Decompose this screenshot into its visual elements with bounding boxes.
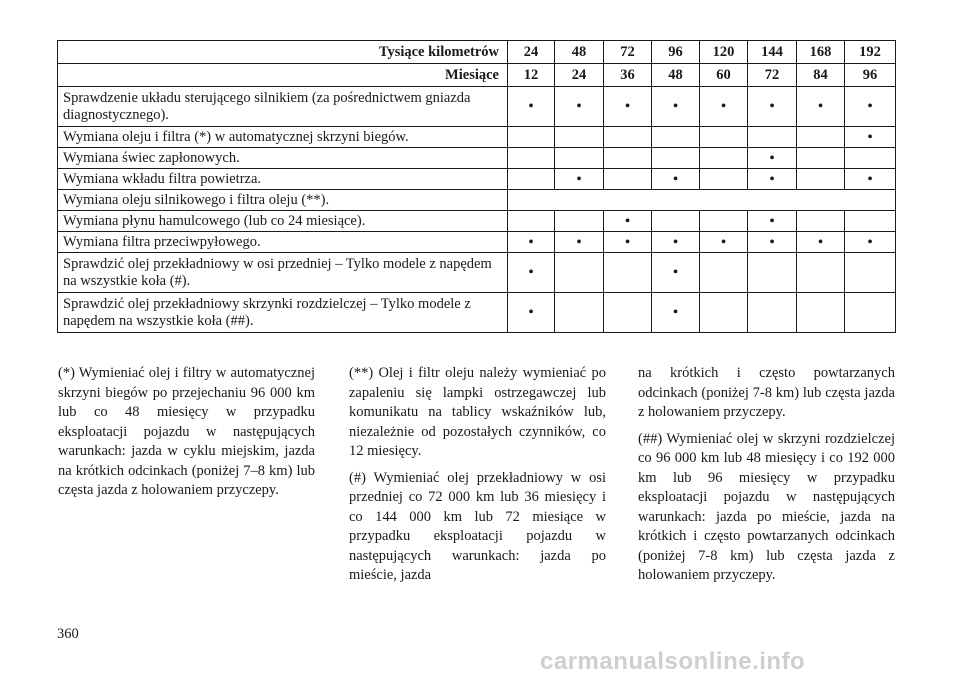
note-automatic-transmission: (*) Wymieniać olej i filtry w automatycznej skrzyni biegów po przejechaniu 96 000 km lub co 48 miesięcy w przypadku eksploatacji pojazdu w następujących warunkach: jazda w cyklu miejskim, jazda na krótkich odcinkach (poniżej 7–8 km) lub częsta jazda z holowaniem przyczepy. (58, 365, 315, 498)
months-header-cell: 96 (845, 64, 896, 87)
empty-cell (700, 293, 748, 333)
service-dot: • (555, 87, 604, 127)
empty-cell (508, 148, 555, 169)
service-dot: • (652, 253, 700, 293)
months-header-row (58, 64, 896, 87)
service-dot: • (748, 148, 797, 169)
page-number: 360 (57, 626, 79, 642)
empty-cell (797, 148, 845, 169)
table-row (58, 127, 896, 148)
service-dot: • (700, 232, 748, 253)
note-front-axle-continued: na krótkich i często powtarzanych odcinkach (poniżej 7-8 km) lub częsta jazda z holowaniem przyczepy. (638, 365, 895, 420)
service-dot: • (797, 232, 845, 253)
empty-cell (604, 127, 652, 148)
km-header-cell: 120 (700, 41, 748, 64)
empty-cell (797, 253, 845, 293)
task-description: Wymiana oleju silnikowego i filtra oleju (**). (58, 190, 508, 211)
table-row (58, 190, 896, 211)
empty-cell (604, 253, 652, 293)
empty-cell (748, 293, 797, 333)
task-description: Wymiana oleju i filtra (*) w automatycznej skrzyni biegów. (58, 127, 508, 148)
note-engine-oil: (**) Olej i filtr oleju należy wymieniać po zapaleniu się lampki ostrzegawczej lub komunikatu na tablicy wskaźników lub, niezależnie od pozostałych czynników, co 12 miesięcy. (349, 365, 606, 459)
service-dot: • (845, 232, 896, 253)
service-dot: • (748, 211, 797, 232)
task-description: Sprawdzić olej przekładniowy w osi przedniej – Tylko modele z napędem na wszystkie koła (#). (58, 253, 508, 293)
service-dot: • (508, 232, 555, 253)
empty-cell (555, 293, 604, 333)
table-row (58, 148, 896, 169)
km-header-cell: 72 (604, 41, 652, 64)
empty-cell (604, 293, 652, 333)
empty-cell (845, 293, 896, 333)
months-header-label: Miesiące (58, 64, 508, 87)
empty-cell (845, 211, 896, 232)
service-dot: • (604, 87, 652, 127)
task-description: Sprawdzić olej przekładniowy skrzynki rozdzielczej – Tylko modele z napędem na wszystkie koła (##). (58, 293, 508, 333)
empty-cell (845, 253, 896, 293)
empty-cell (748, 253, 797, 293)
service-dot: • (845, 169, 896, 190)
note-transfer-case: (##) Wymieniać olej w skrzyni rozdzielczej co 96 000 km lub 48 miesięcy i co 192 000 km lub 96 miesięcy w przypadku eksploatacji pojazdu w następujących warunkach: jazda po mieście, jazda na krótkich i często powtarzanych odcinkach (poniżej 7-8 km) lub częsta jazda z holowaniem przyczepy. (638, 430, 895, 583)
service-dot: • (652, 169, 700, 190)
empty-cell (652, 127, 700, 148)
empty-cell (508, 169, 555, 190)
notes-column-3 (638, 364, 895, 593)
empty-cell (700, 169, 748, 190)
service-dot: • (555, 169, 604, 190)
empty-cell (797, 169, 845, 190)
task-description: Wymiana świec zapłonowych. (58, 148, 508, 169)
months-header-cell: 24 (555, 64, 604, 87)
empty-cell (555, 211, 604, 232)
km-header-cell: 192 (845, 41, 896, 64)
table-row (58, 169, 896, 190)
task-description: Sprawdzenie układu sterującego silnikiem (za pośrednictwem gniazda diagnostycznego). (58, 87, 508, 127)
empty-cell (508, 211, 555, 232)
empty-interval-cell (508, 190, 896, 211)
empty-cell (652, 211, 700, 232)
schedule-body (58, 87, 896, 333)
service-dot: • (845, 127, 896, 148)
km-header-cell: 96 (652, 41, 700, 64)
maintenance-schedule-table (57, 40, 896, 333)
months-header-cell: 60 (700, 64, 748, 87)
table-row (58, 87, 896, 127)
notes-column-1 (58, 364, 315, 508)
empty-cell (700, 127, 748, 148)
note-front-axle: (#) Wymieniać olej przekładniowy w osi przedniej co 72 000 km lub 36 miesięcy i co 144 000 km lub 72 miesiące w przypadku eksploatacji pojazdu w następujących warunkach: jazda po mieście, jazda (349, 469, 606, 583)
months-header-cell: 12 (508, 64, 555, 87)
table-row (58, 253, 896, 293)
service-dot: • (604, 232, 652, 253)
service-dot: • (748, 169, 797, 190)
service-dot: • (652, 293, 700, 333)
months-header-cell: 72 (748, 64, 797, 87)
km-header-cell: 24 (508, 41, 555, 64)
months-header-cell: 36 (604, 64, 652, 87)
empty-cell (555, 127, 604, 148)
empty-cell (797, 127, 845, 148)
km-header-cell: 168 (797, 41, 845, 64)
service-dot: • (748, 87, 797, 127)
empty-cell (748, 127, 797, 148)
months-header-cell: 48 (652, 64, 700, 87)
task-description: Wymiana płynu hamulcowego (lub co 24 miesiące). (58, 211, 508, 232)
task-description: Wymiana wkładu filtra powietrza. (58, 169, 508, 190)
service-dot: • (604, 211, 652, 232)
table-row (58, 293, 896, 333)
empty-cell (700, 253, 748, 293)
service-dot: • (748, 232, 797, 253)
service-dot: • (845, 87, 896, 127)
service-dot: • (652, 232, 700, 253)
empty-cell (555, 253, 604, 293)
empty-cell (797, 211, 845, 232)
empty-cell (604, 148, 652, 169)
service-dot: • (652, 87, 700, 127)
km-header-cell: 48 (555, 41, 604, 64)
service-dot: • (508, 253, 555, 293)
empty-cell (797, 293, 845, 333)
table-row (58, 211, 896, 232)
km-header-label: Tysiące kilometrów (58, 41, 508, 64)
notes-column-2 (349, 364, 606, 593)
service-dot: • (508, 293, 555, 333)
km-header-row (58, 41, 896, 64)
empty-cell (652, 148, 700, 169)
service-dot: • (555, 232, 604, 253)
months-header-cell: 84 (797, 64, 845, 87)
km-header-cell: 144 (748, 41, 797, 64)
watermark-logo: carmanualsonline.info (540, 648, 806, 675)
empty-cell (508, 127, 555, 148)
service-dot: • (797, 87, 845, 127)
empty-cell (700, 148, 748, 169)
service-dot: • (508, 87, 555, 127)
empty-cell (700, 211, 748, 232)
service-dot: • (700, 87, 748, 127)
task-description: Wymiana filtra przeciwpyłowego. (58, 232, 508, 253)
empty-cell (604, 169, 652, 190)
table-row (58, 232, 896, 253)
empty-cell (845, 148, 896, 169)
empty-cell (555, 148, 604, 169)
